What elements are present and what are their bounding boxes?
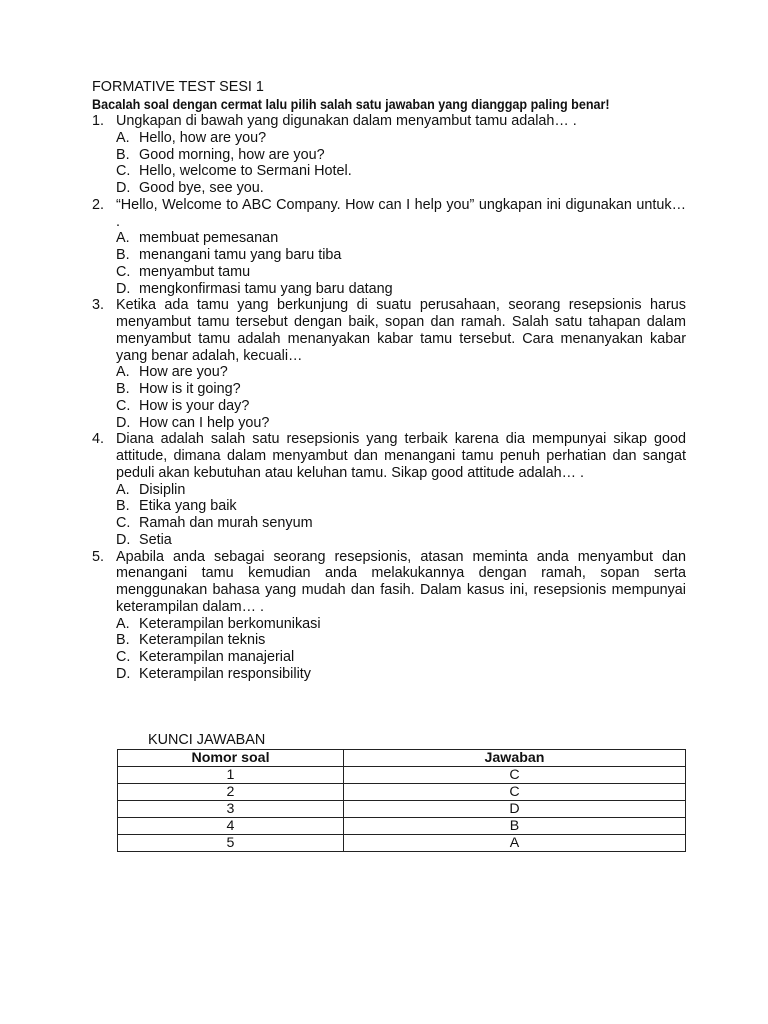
question-text: Apabila anda sebagai seorang resepsionis, atasan meminta anda menyambut dan menangani tamu kemudian anda melakukannya dengan ramah, sopan serta menggunakan bahasa yang mudah dan fasih. Dalam kasus ini, resepsionis mempunyai keterampilan dalam… .	[116, 548, 686, 615]
answer-cell: C	[344, 767, 686, 784]
option-list	[116, 230, 686, 297]
answer-key-table	[117, 749, 686, 852]
option-letter: D.	[116, 531, 131, 548]
option-letter: C.	[116, 515, 131, 532]
question-1	[92, 113, 686, 197]
option-list	[116, 616, 686, 683]
question-number-cell: 2	[118, 784, 344, 801]
option-a	[116, 130, 686, 147]
option-text: Hello, how are you?	[139, 129, 267, 146]
question-number-cell: 4	[118, 818, 344, 835]
question-text: Ketika ada tamu yang berkunjung di suatu perusahaan, seorang resepsionis harus menyambut tamu tersebut dengan baik, sopan dan ramah. Salah satu tahapan dalam menyambut tamu adalah menanyakan kabar tamu tersebut. Cara menanyakan kabar yang benar adalah, kecuali…	[116, 297, 686, 364]
question-4	[92, 431, 686, 548]
option-text: Keterampilan responsibility	[139, 665, 311, 682]
option-letter: A.	[116, 230, 130, 247]
question-text: “Hello, Welcome to ABC Company. How can I help you” ungkapan ini digunakan untuk… .	[116, 196, 686, 230]
option-letter: A.	[116, 481, 130, 498]
option-b	[116, 632, 686, 649]
table-row	[118, 835, 686, 852]
option-c	[116, 398, 686, 415]
question-number: 3.	[92, 297, 105, 314]
table-row	[118, 818, 686, 835]
option-letter: D.	[116, 180, 131, 197]
option-list	[116, 130, 686, 197]
answer-cell: C	[344, 784, 686, 801]
option-letter: D.	[116, 665, 131, 682]
option-text: Disiplin	[139, 481, 186, 498]
option-a	[116, 616, 686, 633]
table-row	[118, 784, 686, 801]
option-d	[116, 281, 686, 298]
option-c	[116, 163, 686, 180]
option-text: How are you?	[139, 364, 228, 381]
header-nomor-soal: Nomor soal	[118, 750, 344, 767]
option-letter: C.	[116, 163, 131, 180]
question-text: Ungkapan di bawah yang digunakan dalam menyambut tamu adalah… .	[116, 113, 577, 129]
option-text: Keterampilan manajerial	[139, 649, 295, 666]
option-list	[116, 482, 686, 549]
document-body	[92, 79, 686, 683]
option-d	[116, 666, 686, 683]
option-letter: A.	[116, 129, 130, 146]
table-row	[118, 767, 686, 784]
option-text: Good bye, see you.	[139, 180, 264, 197]
option-text: membuat pemesanan	[139, 230, 279, 247]
option-text: menyambut tamu	[139, 263, 251, 280]
option-text: menangani tamu yang baru tiba	[139, 247, 342, 264]
option-letter: B.	[116, 146, 130, 163]
answer-cell: A	[344, 835, 686, 852]
option-text: mengkonfirmasi tamu yang baru datang	[139, 280, 393, 297]
instructions: Bacalah soal dengan cermat lalu pilih salah satu jawaban yang dianggap paling benar!	[92, 97, 610, 112]
option-letter: D.	[116, 414, 131, 431]
option-a	[116, 230, 686, 247]
question-2	[92, 197, 686, 298]
option-list	[116, 364, 686, 431]
option-letter: B.	[116, 247, 130, 264]
option-letter: A.	[116, 615, 130, 632]
option-a	[116, 482, 686, 499]
option-text: Etika yang baik	[139, 498, 237, 515]
answer-key-header-row	[118, 750, 686, 767]
answer-cell: B	[344, 818, 686, 835]
option-letter: C.	[116, 397, 131, 414]
table-row	[118, 801, 686, 818]
answer-key	[117, 732, 686, 852]
option-text: Keterampilan berkomunikasi	[139, 615, 321, 632]
question-list	[92, 113, 686, 683]
option-letter: A.	[116, 364, 130, 381]
question-number-cell: 1	[118, 767, 344, 784]
question-number-cell: 3	[118, 801, 344, 818]
option-text: How can I help you?	[139, 414, 270, 431]
option-letter: B.	[116, 381, 130, 398]
question-5	[92, 549, 686, 683]
question-number-cell: 5	[118, 835, 344, 852]
option-text: Hello, welcome to Sermani Hotel.	[139, 163, 352, 180]
question-3	[92, 297, 686, 431]
option-text: Setia	[139, 531, 172, 548]
option-b	[116, 498, 686, 515]
option-letter: D.	[116, 280, 131, 297]
test-title: FORMATIVE TEST SESI 1	[92, 79, 264, 95]
option-text: Keterampilan teknis	[139, 632, 266, 649]
option-a	[116, 364, 686, 381]
question-number: 4.	[92, 431, 105, 448]
question-number: 2.	[92, 196, 105, 213]
option-text: Ramah dan murah senyum	[139, 515, 313, 532]
option-text: How is your day?	[139, 397, 250, 414]
option-letter: B.	[116, 632, 130, 649]
question-number: 5.	[92, 548, 105, 565]
option-c	[116, 649, 686, 666]
option-d	[116, 415, 686, 432]
option-b	[116, 381, 686, 398]
option-text: Good morning, how are you?	[139, 146, 325, 163]
option-text: How is it going?	[139, 381, 241, 398]
option-b	[116, 147, 686, 164]
option-b	[116, 247, 686, 264]
option-c	[116, 515, 686, 532]
option-letter: C.	[116, 263, 131, 280]
question-text: Diana adalah salah satu resepsionis yang terbaik karena dia mempunyai sikap good attitude, dimana dalam menyambut dan menangani tamu penuh perhatian dan sangat peduli akan kebutuhan atau keluhan tamu. Sikap good attitude adalah… .	[116, 431, 686, 481]
question-number: 1.	[92, 113, 105, 129]
option-d	[116, 180, 686, 197]
option-c	[116, 264, 686, 281]
answer-cell: D	[344, 801, 686, 818]
option-letter: C.	[116, 649, 131, 666]
answer-key-title: KUNCI JAWABAN	[148, 732, 266, 748]
option-letter: B.	[116, 498, 130, 515]
option-d	[116, 532, 686, 549]
header-jawaban: Jawaban	[344, 750, 686, 767]
